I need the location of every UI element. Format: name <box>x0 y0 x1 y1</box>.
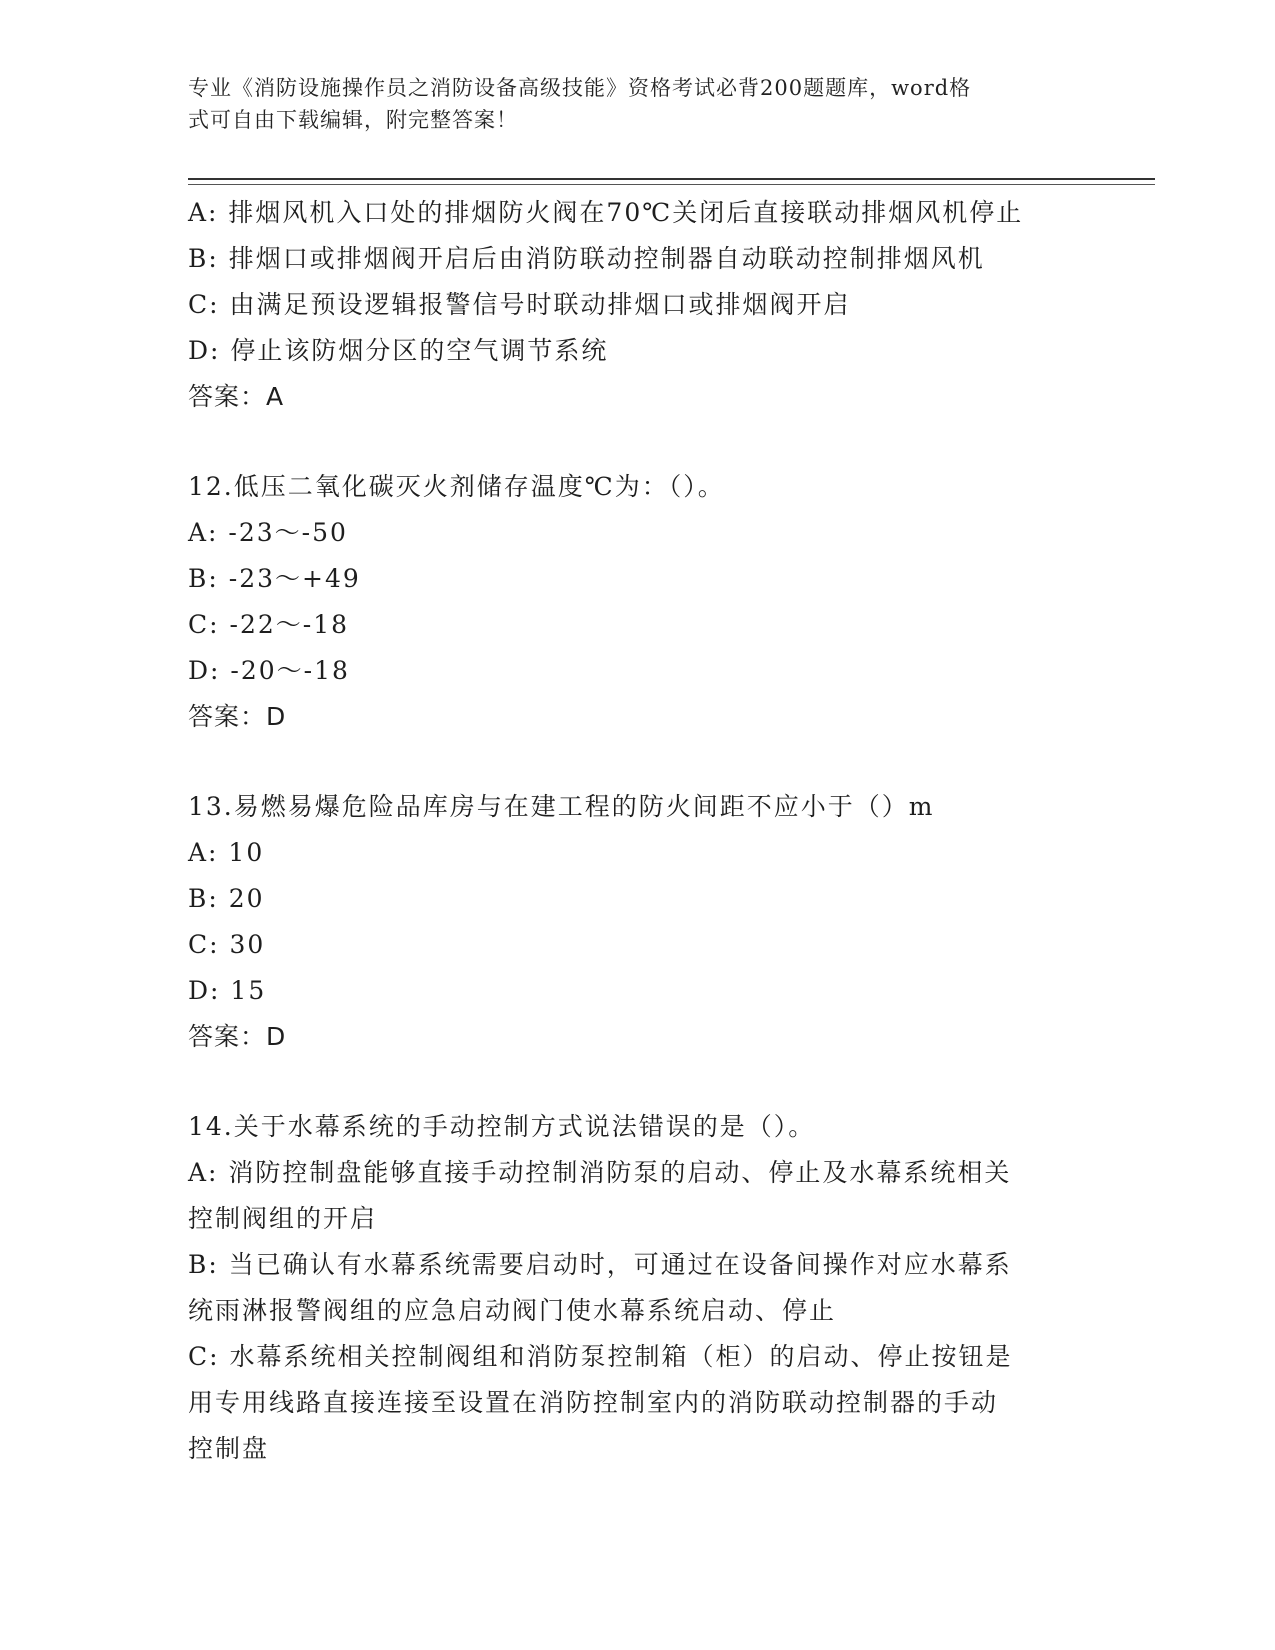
q14-option-b-line-1: B: 当已确认有水幕系统需要启动时，可通过在设备间操作对应水幕系 <box>188 1250 1012 1279</box>
q14-option-a-line-1: A: 消防控制盘能够直接手动控制消防泵的启动、停止及水幕系统相关 <box>188 1158 1012 1187</box>
question-list <box>188 190 1088 1472</box>
q12-option-b: B: -23～+49 <box>188 564 361 593</box>
q12-option-c: C: -22～-18 <box>188 610 350 639</box>
q14-question: 14.关于水幕系统的手动控制方式说法错误的是（）。 <box>188 1112 816 1141</box>
question-12-block <box>188 464 1088 740</box>
q11-option-d: D: 停止该防烟分区的空气调节系统 <box>188 336 609 365</box>
q13-question: 13.易燃易爆危险品库房与在建工程的防火间距不应小于（）m <box>188 792 935 821</box>
q12-question: 12.低压二氧化碳灭火剂储存温度℃为：（）。 <box>188 472 725 501</box>
q12-option-d: D: -20～-18 <box>188 656 350 685</box>
q11-answer: 答案：A <box>188 382 285 411</box>
q13-option-c: C: 30 <box>188 930 266 959</box>
q13-option-d: D: 15 <box>188 976 267 1005</box>
q14-option-c-line-2: 用专用线路直接连接至设置在消防控制室内的消防联动控制器的手动 <box>188 1388 999 1417</box>
q11-option-b: B: 排烟口或排烟阀开启后由消防联动控制器自动联动控制排烟风机 <box>188 244 985 273</box>
question-11-block <box>188 190 1088 420</box>
q14-option-b-line-2: 统雨淋报警阀组的应急启动阀门使水幕系统启动、停止 <box>188 1296 837 1325</box>
q14-option-c-line-1: C: 水幕系统相关控制阀组和消防泵控制箱（柜）的启动、停止按钮是 <box>188 1342 1013 1371</box>
question-14-block <box>188 1104 1088 1472</box>
q11-option-a: A: 排烟风机入口处的排烟防火阀在70℃关闭后直接联动排烟风机停止 <box>188 198 1024 227</box>
header-divider-thick <box>188 178 1155 180</box>
document-header <box>188 72 1068 136</box>
q13-answer: 答案：D <box>188 1022 287 1051</box>
question-13-block <box>188 784 1088 1060</box>
q12-option-a: A: -23～-50 <box>188 518 348 547</box>
spacer <box>188 1060 1088 1104</box>
q12-answer: 答案：D <box>188 702 287 731</box>
q13-option-b: B: 20 <box>188 884 265 913</box>
spacer <box>188 420 1088 464</box>
header-divider-thin <box>188 184 1155 185</box>
q14-option-c-line-3: 控制盘 <box>188 1434 270 1463</box>
spacer <box>188 740 1088 784</box>
header-line-1: 专业《消防设施操作员之消防设备高级技能》资格考试必背200题题库，word格 <box>188 76 972 100</box>
q13-option-a: A: 10 <box>188 838 265 867</box>
q11-option-c: C: 由满足预设逻辑报警信号时联动排烟口或排烟阀开启 <box>188 290 851 319</box>
q14-option-a-line-2: 控制阀组的开启 <box>188 1204 378 1233</box>
header-line-2: 式可自由下载编辑，附完整答案！ <box>188 108 518 132</box>
